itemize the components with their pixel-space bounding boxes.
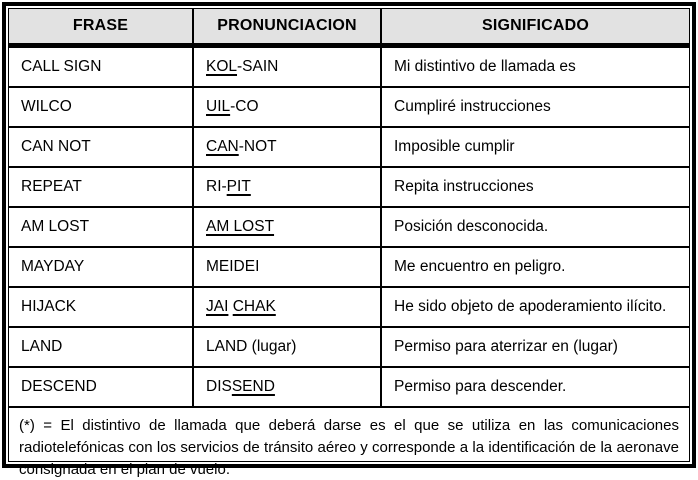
significado-cell — [382, 168, 689, 206]
frase-text: DESCEND — [21, 378, 97, 395]
frase-text: REPEAT — [21, 178, 82, 195]
frase-cell — [9, 208, 194, 246]
pronunciacion-text: AM LOST — [206, 218, 275, 235]
frase-text: MAYDAY — [21, 258, 85, 275]
table-row — [9, 128, 689, 168]
pronunciacion-text: JAI CHAK — [206, 298, 276, 315]
header-label-pronunciacion: PRONUNCIACION — [217, 17, 357, 34]
significado-cell — [382, 88, 689, 126]
frase-text: HIJACK — [21, 298, 77, 315]
significado-cell — [382, 328, 689, 366]
significado-cell — [382, 248, 689, 286]
pronunciacion-cell — [194, 288, 382, 326]
table-header-row — [9, 9, 689, 43]
header-cell-pronunciacion — [194, 9, 382, 43]
table-row — [9, 88, 689, 128]
pronunciacion-text: MEIDEI — [206, 258, 260, 275]
table-row — [9, 208, 689, 248]
significado-cell — [382, 128, 689, 166]
pronunciacion-cell — [194, 368, 382, 406]
pronunciacion-text: UIL-CO — [206, 98, 259, 115]
significado-text: Mi distintivo de llamada es — [394, 58, 576, 75]
frase-cell — [9, 128, 194, 166]
pronunciacion-text: LAND (lugar) — [206, 338, 297, 355]
table-row — [9, 328, 689, 368]
significado-text: He sido objeto de apoderamiento ilícito. — [394, 298, 667, 315]
table-row — [9, 48, 689, 88]
table-body — [9, 48, 689, 408]
significado-text: Imposible cumplir — [394, 138, 515, 155]
header-cell-significado — [382, 9, 689, 43]
significado-text: Posición desconocida. — [394, 218, 549, 235]
pronunciacion-text: KOL-SAIN — [206, 58, 279, 75]
pronunciacion-cell — [194, 128, 382, 166]
frase-cell — [9, 168, 194, 206]
pronunciacion-cell — [194, 88, 382, 126]
significado-cell — [382, 208, 689, 246]
frase-text: CALL SIGN — [21, 58, 102, 75]
footnote: (*) = El distintivo de llamada que deberá darse es el que se utiliza en las comunicaciones radiotelefónicas con los servicios de tránsito aéreo y corresponde a la identificación de la aeronave consignada en el plan de vuelo. — [19, 417, 679, 478]
phraseology-table — [8, 8, 690, 478]
significado-cell — [382, 48, 689, 86]
frase-cell — [9, 288, 194, 326]
significado-text: Permiso para descender. — [394, 378, 567, 395]
frase-text: WILCO — [21, 98, 72, 115]
table-row — [9, 248, 689, 288]
pronunciacion-cell — [194, 328, 382, 366]
table-row — [9, 168, 689, 208]
pronunciacion-cell — [194, 248, 382, 286]
significado-text: Cumpliré instrucciones — [394, 98, 551, 115]
pronunciacion-text: RI-PIT — [206, 178, 251, 195]
significado-text: Permiso para aterrizar en (lugar) — [394, 338, 618, 355]
significado-text: Repita instrucciones — [394, 178, 534, 195]
header-label-frase: FRASE — [72, 17, 129, 34]
frase-text: CAN NOT — [21, 138, 91, 155]
table-row — [9, 288, 689, 328]
frase-cell — [9, 248, 194, 286]
frase-cell — [9, 88, 194, 126]
significado-cell — [382, 368, 689, 406]
pronunciacion-cell — [194, 168, 382, 206]
significado-cell — [382, 288, 689, 326]
frase-cell — [9, 368, 194, 406]
header-cell-frase — [9, 9, 194, 43]
pronunciacion-text: DISSEND — [206, 378, 275, 395]
frase-cell — [9, 48, 194, 86]
significado-text: Me encuentro en peligro. — [394, 258, 566, 275]
pronunciacion-cell — [194, 208, 382, 246]
frase-cell — [9, 328, 194, 366]
table-row — [9, 368, 689, 408]
frase-text: LAND — [21, 338, 63, 355]
pronunciacion-cell — [194, 48, 382, 86]
pronunciacion-text: CAN-NOT — [206, 138, 277, 155]
frase-text: AM LOST — [21, 218, 90, 235]
header-label-significado: SIGNIFICADO — [481, 17, 590, 34]
phraseology-table-frame — [2, 2, 696, 478]
